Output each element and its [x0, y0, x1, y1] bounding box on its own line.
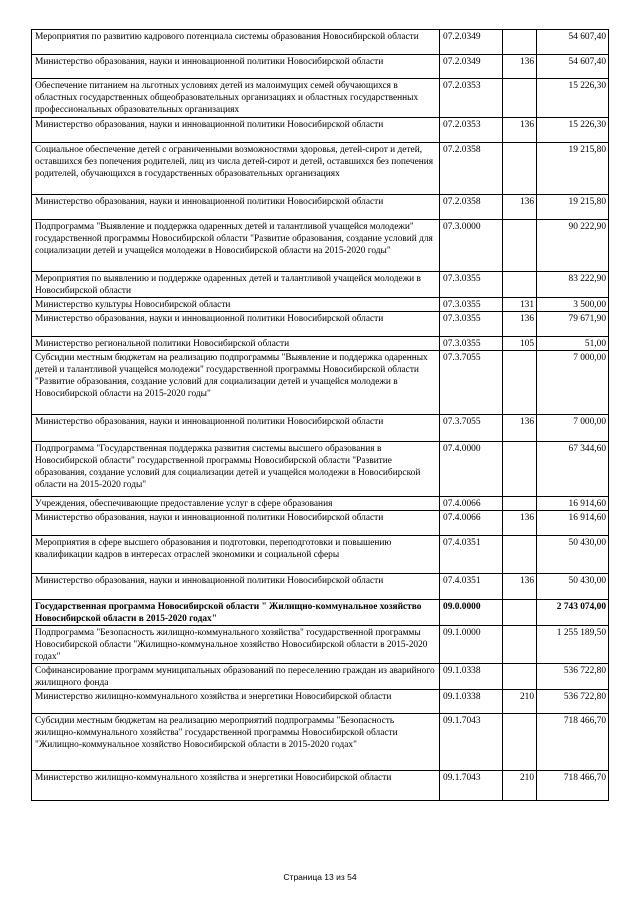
row-name: Мероприятия по развитию кадрового потенциала системы образования Новосибирской области: [32, 30, 440, 55]
row-vr: [503, 79, 537, 118]
row-vr: [503, 626, 537, 664]
row-name: Подпрограмма "Выявление и поддержка одаренных детей и талантливой учащейся молодежи" государственной программы Новосибирской области "Развитие образования, создание условий для социализации детей и учащейся молодежи в Новосибирской области на 2015-2020 годы": [32, 220, 440, 272]
table-row: [32, 600, 609, 626]
row-sum: 15 226,30: [537, 118, 609, 143]
row-code: 07.2.0353: [440, 118, 503, 143]
row-code: 07.3.0355: [440, 337, 503, 351]
table-row: [32, 220, 609, 272]
row-sum: 536 722,80: [537, 690, 609, 714]
row-vr: [503, 497, 537, 511]
row-vr: [503, 714, 537, 771]
row-sum: 54 607,40: [537, 55, 609, 79]
row-name: Подпрограмма "Государственная поддержка развития системы высшего образования в Новосибирской области" государственной программы Новосибирской области "Развитие образования, создание условий для социализации детей и учащейся молодежи в Новосибирской области на 2015-2020 годы": [32, 442, 440, 497]
row-code: 07.2.0349: [440, 30, 503, 55]
row-code: 07.4.0351: [440, 574, 503, 600]
row-vr: 210: [503, 690, 537, 714]
row-sum: 50 430,00: [537, 536, 609, 574]
table-row: [32, 714, 609, 771]
row-name: Министерство образования, науки и инновационной политики Новосибирской области: [32, 312, 440, 337]
row-name: Обеспечение питанием на льготных условиях детей из малоимущих семей обучающихся в областных государственных общеобразовательных организациях и областных государственных профессиональных образовательных организациях: [32, 79, 440, 118]
row-sum: 718 466,70: [537, 714, 609, 771]
table-row: [32, 415, 609, 442]
row-code: 07.4.0000: [440, 442, 503, 497]
row-vr: 136: [503, 118, 537, 143]
row-name: Государственная программа Новосибирской области " Жилищно-коммунальное хозяйство Новосибирской области в 2015-2020 годах": [32, 600, 440, 626]
row-code: 07.3.0355: [440, 312, 503, 337]
table-row: [32, 337, 609, 351]
row-sum: 536 722,80: [537, 664, 609, 690]
row-vr: 136: [503, 574, 537, 600]
row-name: Министерство образования, науки и инновационной политики Новосибирской области: [32, 511, 440, 536]
row-code: 09.1.0338: [440, 664, 503, 690]
row-sum: 16 914,60: [537, 497, 609, 511]
table-row: [32, 143, 609, 195]
row-name: Софинансирование программ муниципальных образований по переселению граждан из аварийного жилищного фонда: [32, 664, 440, 690]
table-row: [32, 312, 609, 337]
row-name: Учреждения, обеспечивающие предоставление услуг в сфере образования: [32, 497, 440, 511]
table-row: [32, 272, 609, 298]
row-sum: 7 000,00: [537, 351, 609, 415]
table-row: [32, 118, 609, 143]
row-vr: 210: [503, 771, 537, 801]
row-name: Социальное обеспечение детей с ограниченными возможностями здоровья, детей-сирот и детей, оставшихся без попечения родителей, лиц из числа детей-сирот и детей, оставшихся без попечения родителей, обучающихся в государственных образовательных организациях: [32, 143, 440, 195]
row-name: Министерство образования, науки и инновационной политики Новосибирской области: [32, 574, 440, 600]
table-row: [32, 536, 609, 574]
row-code: 09.1.0338: [440, 690, 503, 714]
row-vr: [503, 220, 537, 272]
row-code: 09.0.0000: [440, 600, 503, 626]
row-sum: 7 000,00: [537, 415, 609, 442]
budget-table: [31, 29, 609, 801]
row-vr: [503, 442, 537, 497]
row-vr: [503, 143, 537, 195]
row-name: Мероприятия по выявлению и поддержке одаренных детей и талантливой учащейся молодежи в Новосибирской области: [32, 272, 440, 298]
row-code: 07.4.0066: [440, 497, 503, 511]
row-sum: 16 914,60: [537, 511, 609, 536]
row-sum: 19 215,80: [537, 195, 609, 220]
row-code: 07.4.0351: [440, 536, 503, 574]
row-name: Субсидии местным бюджетам на реализацию мероприятий подпрограммы "Безопасность жилищно-коммунального хозяйства" государственной программы Новосибирской области "Жилищно-коммунальное хозяйство Новосибирской области в 2015-2020 годах": [32, 714, 440, 771]
table-row: [32, 497, 609, 511]
row-name: Министерство образования, науки и инновационной политики Новосибирской области: [32, 415, 440, 442]
row-vr: 136: [503, 195, 537, 220]
row-vr: [503, 351, 537, 415]
row-vr: 136: [503, 55, 537, 79]
table-row: [32, 30, 609, 55]
table-row: [32, 195, 609, 220]
table-row: [32, 55, 609, 79]
table-row: [32, 298, 609, 312]
row-code: 07.3.7055: [440, 415, 503, 442]
row-sum: 1 255 189,50: [537, 626, 609, 664]
row-code: 07.3.0355: [440, 298, 503, 312]
table-row: [32, 574, 609, 600]
row-sum: 90 222,90: [537, 220, 609, 272]
row-sum: 19 215,80: [537, 143, 609, 195]
row-sum: 3 500,00: [537, 298, 609, 312]
table-row: [32, 79, 609, 118]
row-sum: 51,00: [537, 337, 609, 351]
table-row: [32, 626, 609, 664]
row-name: Министерство жилищно-коммунального хозяйства и энергетики Новосибирской области: [32, 690, 440, 714]
row-name: Мероприятия в сфере высшего образования и подготовки, переподготовки и повышению квалификации кадров в интересах отраслей экономики и социальной сферы: [32, 536, 440, 574]
row-vr: 105: [503, 337, 537, 351]
table-row: [32, 351, 609, 415]
row-code: 09.1.7043: [440, 714, 503, 771]
row-vr: 136: [503, 511, 537, 536]
row-name: Министерство жилищно-коммунального хозяйства и энергетики Новосибирской области: [32, 771, 440, 801]
row-code: 07.2.0358: [440, 195, 503, 220]
row-sum: 83 222,90: [537, 272, 609, 298]
table-row: [32, 664, 609, 690]
row-name: Субсидии местным бюджетам на реализацию подпрограммы "Выявление и поддержка одаренных детей и талантливой учащейся молодежи" государственной программы Новосибирской области "Развитие образования, создание условий для социализации детей и учащейся молодежи в Новосибирской области на 2015-2020 годы": [32, 351, 440, 415]
row-vr: [503, 272, 537, 298]
row-sum: 15 226,30: [537, 79, 609, 118]
row-name: Министерство образования, науки и инновационной политики Новосибирской области: [32, 118, 440, 143]
page-footer: Страница 13 из 54: [283, 872, 357, 882]
row-name: Министерство образования, науки и инновационной политики Новосибирской области: [32, 55, 440, 79]
row-vr: [503, 30, 537, 55]
row-code: 07.2.0358: [440, 143, 503, 195]
row-sum: 2 743 074,00: [537, 600, 609, 626]
table-row: [32, 690, 609, 714]
row-code: 07.2.0349: [440, 55, 503, 79]
row-code: 07.3.0355: [440, 272, 503, 298]
table-row: [32, 771, 609, 801]
row-name: Министерство культуры Новосибирской области: [32, 298, 440, 312]
row-name: Министерство образования, науки и инновационной политики Новосибирской области: [32, 195, 440, 220]
row-vr: 131: [503, 298, 537, 312]
row-code: 07.3.0000: [440, 220, 503, 272]
row-sum: 54 607,40: [537, 30, 609, 55]
row-name: Министерство региональной политики Новосибирской области: [32, 337, 440, 351]
row-vr: [503, 664, 537, 690]
row-vr: 136: [503, 415, 537, 442]
row-code: 07.2.0353: [440, 79, 503, 118]
row-sum: 79 671,90: [537, 312, 609, 337]
row-sum: 67 344,60: [537, 442, 609, 497]
row-vr: 136: [503, 312, 537, 337]
row-sum: 718 466,70: [537, 771, 609, 801]
table-row: [32, 442, 609, 497]
row-vr: [503, 536, 537, 574]
row-name: Подпрограмма "Безопасность жилищно-коммунального хозяйства" государственной программы Новосибирской области "Жилищно-коммунальное хозяйство Новосибирской области в 2015-2020 годах": [32, 626, 440, 664]
row-code: 07.3.7055: [440, 351, 503, 415]
row-sum: 50 430,00: [537, 574, 609, 600]
row-code: 09.1.7043: [440, 771, 503, 801]
row-vr: [503, 600, 537, 626]
row-code: 09.1.0000: [440, 626, 503, 664]
row-code: 07.4.0066: [440, 511, 503, 536]
table-row: [32, 511, 609, 536]
